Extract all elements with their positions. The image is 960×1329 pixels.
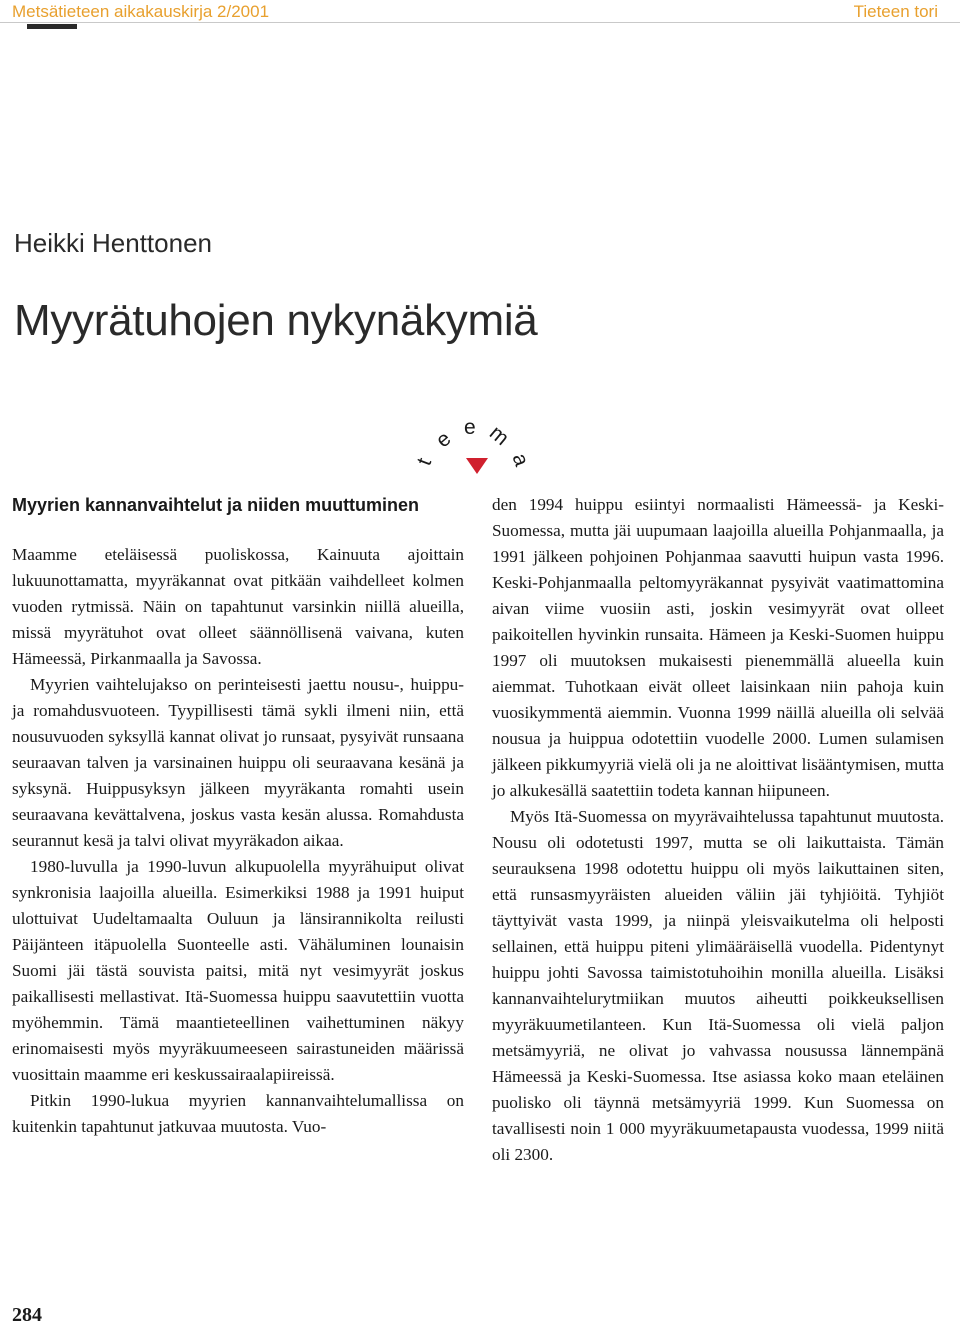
right-column [492,492,944,1168]
paragraph: den 1994 huippu esiintyi normaalisti Hämeessä- ja Keski-Suomessa, mutta jäi uupumaan laajoilla alueilla Pohjanmaalla, ja 1991 jälkeen pohjoinen Pohjanmaa saavutti huipun vasta 1996. Keski-Pohjanmaalla peltomyyräkannat pysyivät vaatimattomina aivan viime vuosiin asti, joskin vesimyyrät ovat olleet paikoitellen hyvinkin runsaita. Hämeen ja Keski-Suomen huippu 1997 oli muutoksen mukaisesti pienemmällä alueella kuin aiemmat. Tuhotkaan eivät olleet laisinkaan niin pahoja kuin vuosikymmentä aiemmin. Vuonna 1999 näillä alueilla oli selvää nousua ja huippua odotettiin vuodelle 2000. Lumen sulamisen jälkeen pikkumyyriä vielä oli ja ne aloittivat lisääntymisen, mutta jo alkukesällä saatettiin todeta kannan hiipuneen. [492,495,944,800]
paragraph: Myyrien vaihtelujakso on perinteisesti jaettu nousu-, huippu- ja romahdusvuoteen. Tyypillisesti tämä sykli ilmeni niin, että nousuvuoden syksyllä kannat olivat jo runsaat, pysyivät runsaana seuraavan talven ja varsinainen huippu oli seuraavana kesänä ja syksynä. Huippusyksyn jälkeen myyräkanta romahti usein seuraavana kevättalvena, joskus vasta kesän alussa. Romahdusta seurannut kesä ja talvi olivat myyräkadon aikaa. [12,675,464,850]
article-author: Heikki Henttonen [14,228,212,258]
page-number: 284 [12,1304,42,1326]
theme-letter-m: m [484,421,514,451]
theme-letter-e2: e [464,416,476,439]
left-column [12,492,464,1140]
theme-mark [412,412,538,476]
paragraph: Pitkin 1990-lukua myyrien kannanvaihtelumallissa on kuitenkin tapahtunut jatkuvaa muutosta. Vuo- [12,1091,464,1136]
paragraph: Maamme eteläisessä puoliskossa, Kainuuta ajoittain lukuunottamatta, myyräkannat ovat pitkään vaihdelleet kolmen vuoden rytmissä. Näin on tapahtunut varsinkin niillä alueilla, missä myyrätuhot ovat olleet säännöllisenä vaivana, kuten Hämeessä, Pirkanmaalla ja Savossa. [12,545,464,668]
section-heading: Myyrien kannanvaihtelut ja niiden muuttuminen [12,495,420,515]
paragraph: 1980-luvulla ja 1990-luvun alkupuolella myyrähuiput olivat synkronisia laajoilla alueilla. Esimerkiksi 1988 ja 1991 huiput ulottuivat Uudeltamaalta Ouluun ja länsirannikolta reilusti Päijänteen itäpuolella Suonteelle asti. Vähäluminen lounaisin Suomi jäi tästä souvista paitsi, mitä nyt vesimyyrät joskus paikallisesti mellastivat. Itä-Suomessa huippu saavutettiin vuotta myöhemmin. Tämä maantieteellinen vaihettuminen näkyy erinomaisesti myös myyräkuumeeseen sairastuneiden määrissä vuosittain maamme eri keskussairaalapiireissä. [12,857,464,1084]
paragraph: Myös Itä-Suomessa on myyrävaihtelussa tapahtunut muutosta. Nousu oli odotetusti 1997, mutta se oli laikuttaista. Tämän seurauksena 1998 odotettu huippu oli myös laikuttainen siten, että runsasmyyräisten alueiden väliin jäi tyhjiöitä. Tyhjiöt täyttyivät vasta 1999, ja niinpä yleisvaikutelma oli helposti sellainen, että huippu piteni ylimääräisellä vuodella. Pidentynyt huippu johti Savossa taimistotuhoihin monilla alueilla. Lisäksi kannanvaihtelurytmiikan muutos aiheutti poikkeuksellisen myyräkuumetilanteen. Kun Itä-Suomessa oli vielä paljon metsämyyriä, ne olivat jo vahvassa nousussa lännempänä Hämeessä ja Keski-Suomessa. Itse asiassa koko maan eteläinen puolisko oli täynnä metsämyyriä 1999. Kun Suomessa on tavallisesti noin 1 000 myyräkuumetapausta vuodessa, 1999 niitä oli 2300. [492,807,944,1164]
header-rule [0,22,960,23]
section-name: Tieteen tori [853,2,938,21]
theme-letter-t: t [412,455,437,469]
theme-triangle-icon [466,458,488,474]
theme-letter-e1: e [431,427,456,453]
theme-letter-a: a [507,450,534,470]
header-bar [27,24,77,29]
journal-name: Metsätieteen aikakauskirja 2/2001 [12,2,270,21]
article-title: Myyrätuhojen nykynäkymiä [14,296,538,345]
